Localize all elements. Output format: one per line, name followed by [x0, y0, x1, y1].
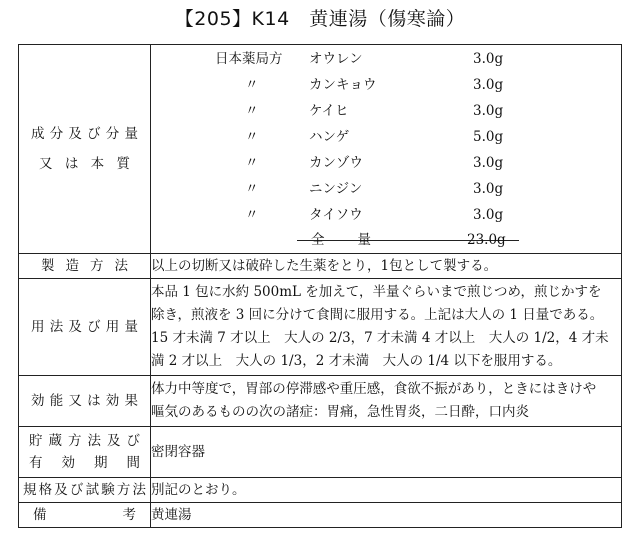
ditto-mark: 〃	[245, 155, 259, 171]
remarks-label: 備考	[33, 507, 136, 523]
ingredient-amount: 5.0g	[473, 129, 504, 145]
usage-cell	[151, 279, 622, 376]
efficacy-row	[19, 376, 622, 427]
ingredient-amount: 3.0g	[473, 103, 504, 119]
remarks-row	[19, 503, 622, 528]
composition-header-line1: 成分及び分量	[31, 126, 138, 142]
ingredient-amount: 3.0g	[473, 77, 504, 93]
ingredient-name: カンキョウ	[309, 77, 377, 93]
usage-line: 満 2 才以上 大人の 1/3，2 才未満 大人の 1/4 以下を服用する。	[151, 353, 562, 369]
storage-label-line1: 貯蔵方法及び	[29, 433, 140, 449]
composition-header-line2: 又は本質	[39, 156, 130, 172]
efficacy-label: 効能又は効果	[31, 393, 138, 409]
ditto-mark: 〃	[245, 207, 259, 223]
standards-header	[19, 478, 151, 503]
ditto-mark: 〃	[245, 129, 259, 145]
storage-label-line2: 有効期間	[29, 455, 140, 471]
standards-text: 別記のとおり。	[151, 478, 622, 503]
list-item	[151, 47, 621, 71]
efficacy-line: 体力中等度で，胃部の停滞感や重圧感，食欲不振があり，ときにはきけや	[151, 381, 597, 397]
ingredient-amount: 3.0g	[473, 51, 504, 67]
specification-table	[18, 44, 622, 528]
storage-text: 密閉容器	[151, 427, 622, 478]
total-label: 全量	[311, 232, 371, 248]
list-item	[151, 125, 621, 149]
ditto-mark: 〃	[245, 77, 259, 93]
list-item	[151, 177, 621, 201]
usage-row	[19, 279, 622, 376]
ingredient-name: ケイヒ	[309, 103, 349, 119]
total-amount: 23.0g	[467, 232, 506, 248]
ingredient-amount: 3.0g	[473, 181, 504, 197]
list-item	[151, 203, 621, 227]
standards-row	[19, 478, 622, 503]
composition-cell	[151, 45, 622, 254]
ingredient-name: オウレン	[309, 51, 363, 67]
remarks-header	[19, 503, 151, 528]
efficacy-cell	[151, 376, 622, 427]
storage-header	[19, 427, 151, 478]
usage-header	[19, 279, 151, 376]
composition-row	[19, 45, 622, 254]
manufacturing-text: 以上の切断又は破砕した生薬をとり，1包として製する。	[151, 254, 622, 279]
ditto-mark: 〃	[245, 181, 259, 197]
list-item	[151, 73, 621, 97]
standards-label: 規格及び試験方法	[23, 482, 146, 498]
remarks-text: 黄連湯	[151, 503, 622, 528]
manufacturing-label: 製造方法	[41, 258, 128, 274]
storage-row	[19, 427, 622, 478]
ingredient-name: タイソウ	[309, 207, 363, 223]
page-title: 【205】K14 黄連湯（傷寒論）	[174, 8, 466, 30]
usage-label: 用法及び用量	[31, 319, 138, 335]
ingredient-amount: 3.0g	[473, 207, 504, 223]
usage-line: 除き，煎液を 3 回に分けて食間に服用する。上記は大人の 1 日量である。	[151, 307, 604, 323]
list-item	[151, 99, 621, 123]
manufacturing-header	[19, 254, 151, 279]
composition-header	[19, 45, 151, 254]
ingredient-amount: 3.0g	[473, 155, 504, 171]
usage-line: 本品 1 包に水約 500mL を加えて，半量ぐらいまで煎じつめ，煎じかすを	[151, 284, 602, 300]
ingredient-name: ニンジン	[309, 181, 363, 197]
efficacy-header	[19, 376, 151, 427]
source-label: 日本薬局方	[215, 51, 283, 67]
composition-list	[151, 45, 621, 253]
ditto-mark: 〃	[245, 103, 259, 119]
efficacy-line: 嘔気のあるものの次の諸症：胃痛，急性胃炎，二日酔，口内炎	[151, 404, 529, 420]
ingredient-name: ハンゲ	[309, 129, 350, 145]
manufacturing-row	[19, 254, 622, 279]
usage-line: 15 才未満 7 才以上 大人の 2/3，7 才未満 4 才以上 大人の 1/2，4 才未	[151, 330, 609, 346]
list-item	[151, 151, 621, 175]
total-row	[151, 228, 621, 252]
ingredient-name: カンゾウ	[309, 155, 363, 171]
